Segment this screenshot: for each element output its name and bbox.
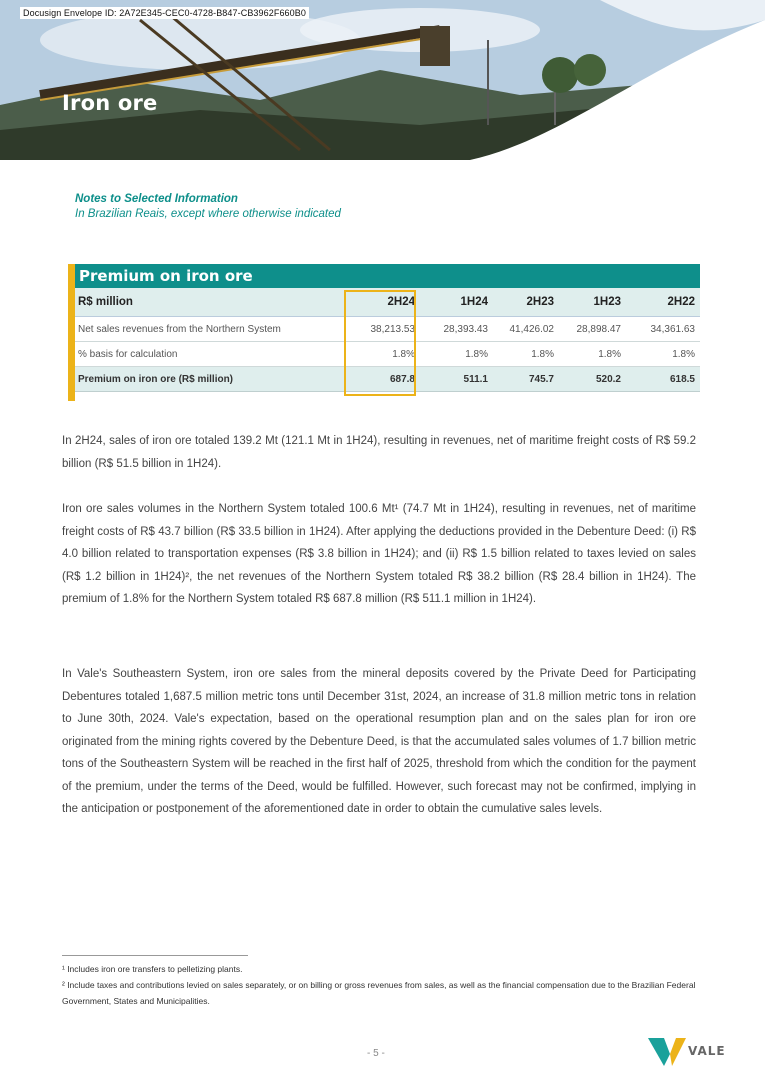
header-col-1h23: 1H23 [593, 296, 621, 308]
header-col-1h24: 1H24 [460, 296, 488, 308]
cell: 1.8% [531, 349, 554, 360]
footnote-1: ¹ Includes iron ore transfers to pelletizing plants. [62, 964, 243, 974]
cell: 1.8% [598, 349, 621, 360]
cell: 618.5 [669, 374, 695, 385]
notes-title: Notes to Selected Information [75, 193, 238, 205]
header-label: R$ million [78, 296, 133, 308]
cell: 1.8% [465, 349, 488, 360]
page-title: Iron ore [62, 91, 158, 115]
row-label: % basis for calculation [78, 349, 178, 360]
cell: 38,213.53 [370, 324, 415, 335]
page-number: - 5 - [367, 1048, 385, 1059]
cell: 520.2 [595, 374, 621, 385]
header-banner [0, 0, 765, 160]
notes-subtitle: In Brazilian Reais, except where otherwise indicated [75, 208, 341, 220]
row-label: Net sales revenues from the Northern System [78, 324, 281, 335]
header-col-2h24: 2H24 [387, 296, 415, 308]
docusign-envelope-id: Docusign Envelope ID: 2A72E345-CEC0-4728-B847-CB3962F660B0 [20, 7, 309, 19]
footnote-divider [62, 955, 248, 956]
table-title: Premium on iron ore [75, 264, 700, 288]
paragraph-1: In 2H24, sales of iron ore totaled 139.2 Mt (121.1 Mt in 1H24), resulting in revenues, net of maritime freight costs of R$ 59.2 billion (R$ 51.5 billion in 1H24). [62, 435, 696, 470]
cell: 1.8% [672, 349, 695, 360]
logo-text: VALE [688, 1044, 726, 1058]
mining-landscape-image [0, 0, 765, 160]
cell: 41,426.02 [509, 324, 554, 335]
row-label: Premium on iron ore (R$ million) [78, 374, 234, 385]
cell: 1.8% [392, 349, 415, 360]
paragraph-3: In Vale's Southeastern System, iron ore sales from the mineral deposits covered by the Private Deed for Participating Debentures totaled 1,687.5 million metric tons until December 31st, 2024, an increase of 31.8 million metric tons in relation to June 30th, 2024. Vale's expectation, based on the operational resumption plan and on the sales plan for iron ore originated from the mining rights covered by the Debenture Deed, is that the accumulated sales volumes of 1.7 billion metric tons of the Southeastern System will be reached in the first half of 2025, threshold from which the condition for the payment of the premium, under the terms of the Deed, would be fulfilled. However, such forecast may not be confirmed, implying in the anticipation or postponement of the aforementioned date in order to obtain the cumulative sales levels. [62, 668, 696, 815]
cell: 28,393.43 [443, 324, 488, 335]
cell: 745.7 [528, 374, 554, 385]
paragraph-2: Iron ore sales volumes in the Northern System totaled 100.6 Mt¹ (74.7 Mt in 1H24), resulting in revenues, net of maritime freight costs of R$ 43.7 billion (R$ 33.5 billion in 1H24). After applying the deductions provided in the Debenture Deed: (i) R$ 4.0 billion related to transportation expenses (R$ 3.8 billion in 1H24); and (ii) R$ 1.5 billion related to taxes levied on sales (R$ 1.2 billion in 1H24)², the net revenues of the Northern System totaled R$ 38.2 billion (R$ 28.4 billion in 1H24). The premium of 1.8% for the Northern System totaled R$ 687.8 million (R$ 511.1 million in 1H24). [62, 503, 696, 605]
cell: 34,361.63 [650, 324, 695, 335]
header-col-2h23: 2H23 [526, 296, 554, 308]
cell: 511.1 [463, 374, 488, 385]
cell: 687.8 [389, 374, 415, 385]
footnote-2: ² Include taxes and contributions levied on sales separately, or on billing or gross revenues from sales, as well as the financial compensation due to the Brazilian Federal Government, States and Municipalities. [62, 980, 696, 1006]
cell: 28,898.47 [576, 324, 621, 335]
table-accent-bar [68, 264, 75, 401]
highlight-2h24-column [344, 290, 416, 396]
header-col-2h22: 2H22 [667, 296, 695, 308]
